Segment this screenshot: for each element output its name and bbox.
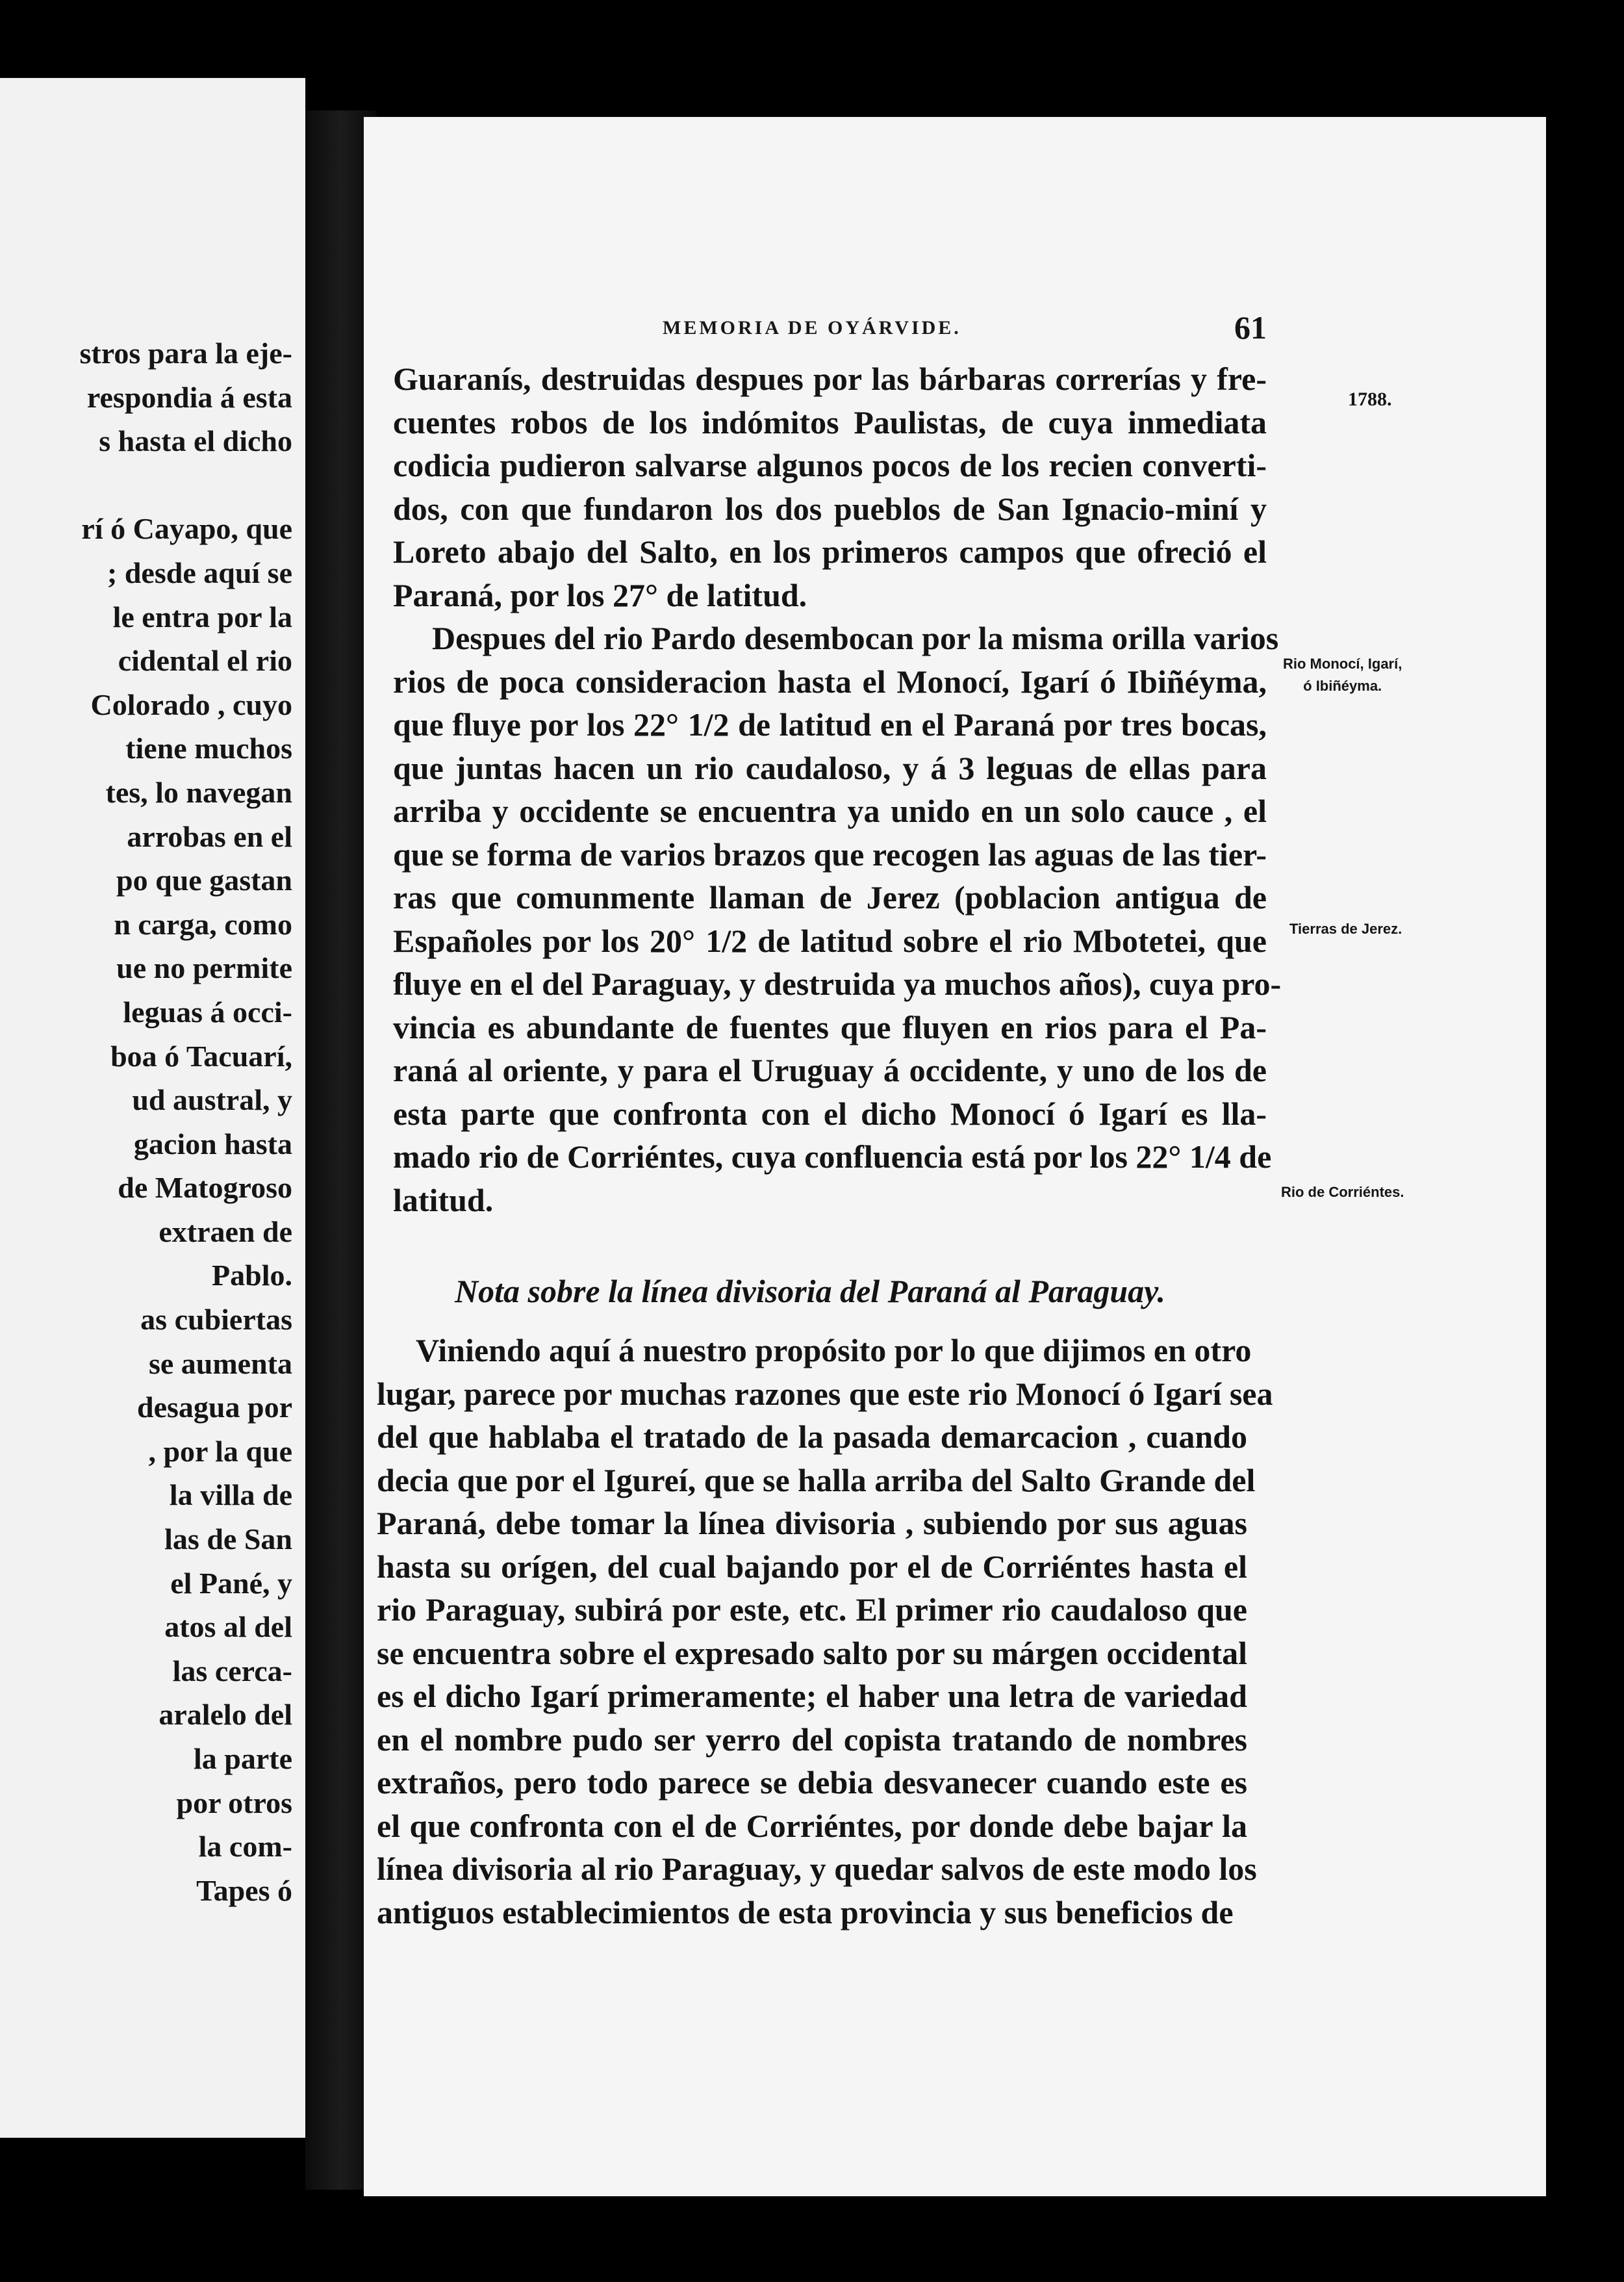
left-page-line: la villa de [169,1478,292,1512]
left-page-line: n carga, como [114,907,292,941]
left-page-line: la parte [193,1742,292,1775]
text-line: en el nombre pudo ser yerro del copista tratando de nombres [377,1721,1247,1758]
left-page-line: por otros [176,1786,292,1819]
text-line: Paraná, debe tomar la línea divisoria , subiendo por sus aguas [377,1505,1247,1541]
left-page-line: extraen de [159,1214,292,1248]
left-page-line: le entra por la [112,600,292,634]
text-line: fluye en el del Paraguay, y destruida ya muchos años), cuya pro- [393,966,1282,1002]
left-page [0,78,305,2138]
text-line: ras que comunmente llaman de Jerez (poblacion antigua de [393,879,1267,916]
text-line: es el dicho Igarí primeramente; el haber una letra de variedad [377,1678,1247,1714]
text-line: arriba y occidente se encuentra ya unido en un solo cauce , el [393,793,1267,829]
left-page-line: Pablo. [212,1259,292,1292]
text-line: raná al oriente, y para el Uruguay á occidente, y uno de los de [393,1052,1267,1088]
body-text-lower [377,1329,1273,1934]
margin-note-tierras: Tierras de Jerez. [1289,921,1402,937]
paragraph-3 [377,1329,1273,1934]
text-line: del que hablaba el tratado de la pasada demarcacion , cuando [377,1418,1247,1455]
text-line: Guaranís, destruidas despues por las bárbaras correrías y fre- [393,361,1267,397]
left-page-line: el Pané, y [170,1566,292,1600]
left-page-line: las de San [164,1522,292,1556]
text-line: Españoles por los 20° 1/2 de latitud sobre el rio Mbotetei, que [393,922,1267,959]
left-page-line: Tapes ó [196,1873,292,1907]
text-line: esta parte que confronta con el dicho Monocí ó Igarí es lla- [393,1095,1267,1132]
text-line: extraños, pero todo parece se debia desvanecer cuando este es [377,1764,1247,1801]
left-page-line: tes, lo navegan [105,775,292,809]
text-line: decia que por el Igureí, que se halla arriba del Salto Grande del [377,1461,1256,1498]
left-page-line: Colorado , cuyo [90,687,292,721]
text-line: vincia es abundante de fuentes que fluyen en rios para el Pa- [393,1008,1267,1045]
text-line: Despues del rio Pardo desembocan por la misma orilla varios [432,620,1279,656]
left-page-line: desagua por [137,1391,292,1424]
text-line: que juntas hacen un rio caudaloso, y á 3 leguas de ellas para [393,749,1267,786]
text-line: cuentes robos de los indómitos Paulistas, de cuya inmediata [393,404,1267,441]
left-page-line: se aumenta [148,1346,292,1380]
left-page-line: ; desde aquí se [107,556,292,589]
left-page-line: ue no permite [116,951,292,985]
left-page-line: po que gastan [116,864,292,897]
left-page-line: arrobas en el [127,819,292,853]
left-page-line: de Matogroso [118,1171,292,1205]
page-number: 61 [1234,309,1267,346]
margin-note-line: ó Ibiñéyma. [1303,678,1382,694]
margin-note-rio-corrientes: Rio de Corriéntes. [1281,1184,1404,1200]
text-line: lugar, parece por muchas razones que este rio Monocí ó Igarí sea [377,1375,1273,1412]
left-page-line [80,463,292,507]
text-line: Viniendo aquí á nuestro propósito por lo que dijimos en otro [416,1332,1252,1368]
text-line: que se forma de varios brazos que recogen las aguas de las tier- [393,836,1267,873]
left-page-text [80,331,292,1912]
margin-note-line: Rio Monocí, Igarí, [1283,656,1402,672]
text-line: dos, con que fundaron los dos pueblos de San Ignacio-miní y [393,490,1267,527]
left-page-line: leguas á occi- [123,995,292,1029]
left-page-line: ud austral, y [132,1083,292,1117]
paragraph-2 [393,617,1282,1222]
text-line: hasta su orígen, del cual bajando por el de Corriéntes hasta el [377,1548,1247,1585]
text-line: latitud. [393,1181,494,1218]
left-page-line: rí ó Cayapo, que [81,512,292,546]
left-page-line: tiene muchos [125,732,292,765]
margin-note-rio-monoci [1283,653,1402,697]
left-page-line: la com- [198,1830,292,1864]
text-line: que fluye por los 22° 1/2 de latitud en el Paraná por tres bocas, [393,706,1267,743]
left-page-line: gacion hasta [133,1127,292,1160]
section-heading: Nota sobre la línea divisoria del Paraná al Paraguay. [455,1273,1165,1309]
text-line: Paraná, por los 27° de latitud. [393,576,807,613]
left-page-line: atos al del [164,1610,292,1644]
text-line: antiguos establecimientos de esta provincia y sus beneficios de [377,1893,1234,1930]
margin-note-year: 1788. [1348,389,1392,410]
text-line: Loreto abajo del Salto, en los primeros campos que ofreció el [393,533,1267,570]
text-line: se encuentra sobre el expresado salto por su márgen occidental [377,1634,1247,1671]
left-page-line: as cubiertas [140,1303,292,1337]
left-page-line: boa ó Tacuarí, [110,1039,292,1073]
running-head: MEMORIA DE OYÁRVIDE. [663,317,961,339]
left-page-line: cidental el rio [118,644,292,678]
left-page-line: stros para la eje- [79,337,292,370]
left-page-line: , por la que [148,1434,292,1468]
body-text-upper [393,357,1282,1222]
text-line: rio Paraguay, subirá por este, etc. El primer rio caudaloso que [377,1591,1247,1628]
left-page-line: aralelo del [159,1698,292,1732]
text-line: línea divisoria al rio Paraguay, y quedar salvos de este modo los [377,1851,1257,1887]
left-page-line: respondia á esta [86,380,292,414]
left-page-line: las cerca- [172,1654,292,1687]
text-line: mado rio de Corriéntes, cuya confluencia está por los 22° 1/4 de [393,1138,1272,1175]
text-line: el que confronta con el de Corriéntes, por donde debe bajar la [377,1807,1247,1844]
text-line: rios de poca consideracion hasta el Monocí, Igarí ó Ibiñéyma, [393,663,1267,700]
paragraph-1 [393,357,1267,617]
left-page-line: s hasta el dicho [99,424,292,458]
text-line: codicia pudieron salvarse algunos pocos de los recien converti- [393,447,1267,483]
